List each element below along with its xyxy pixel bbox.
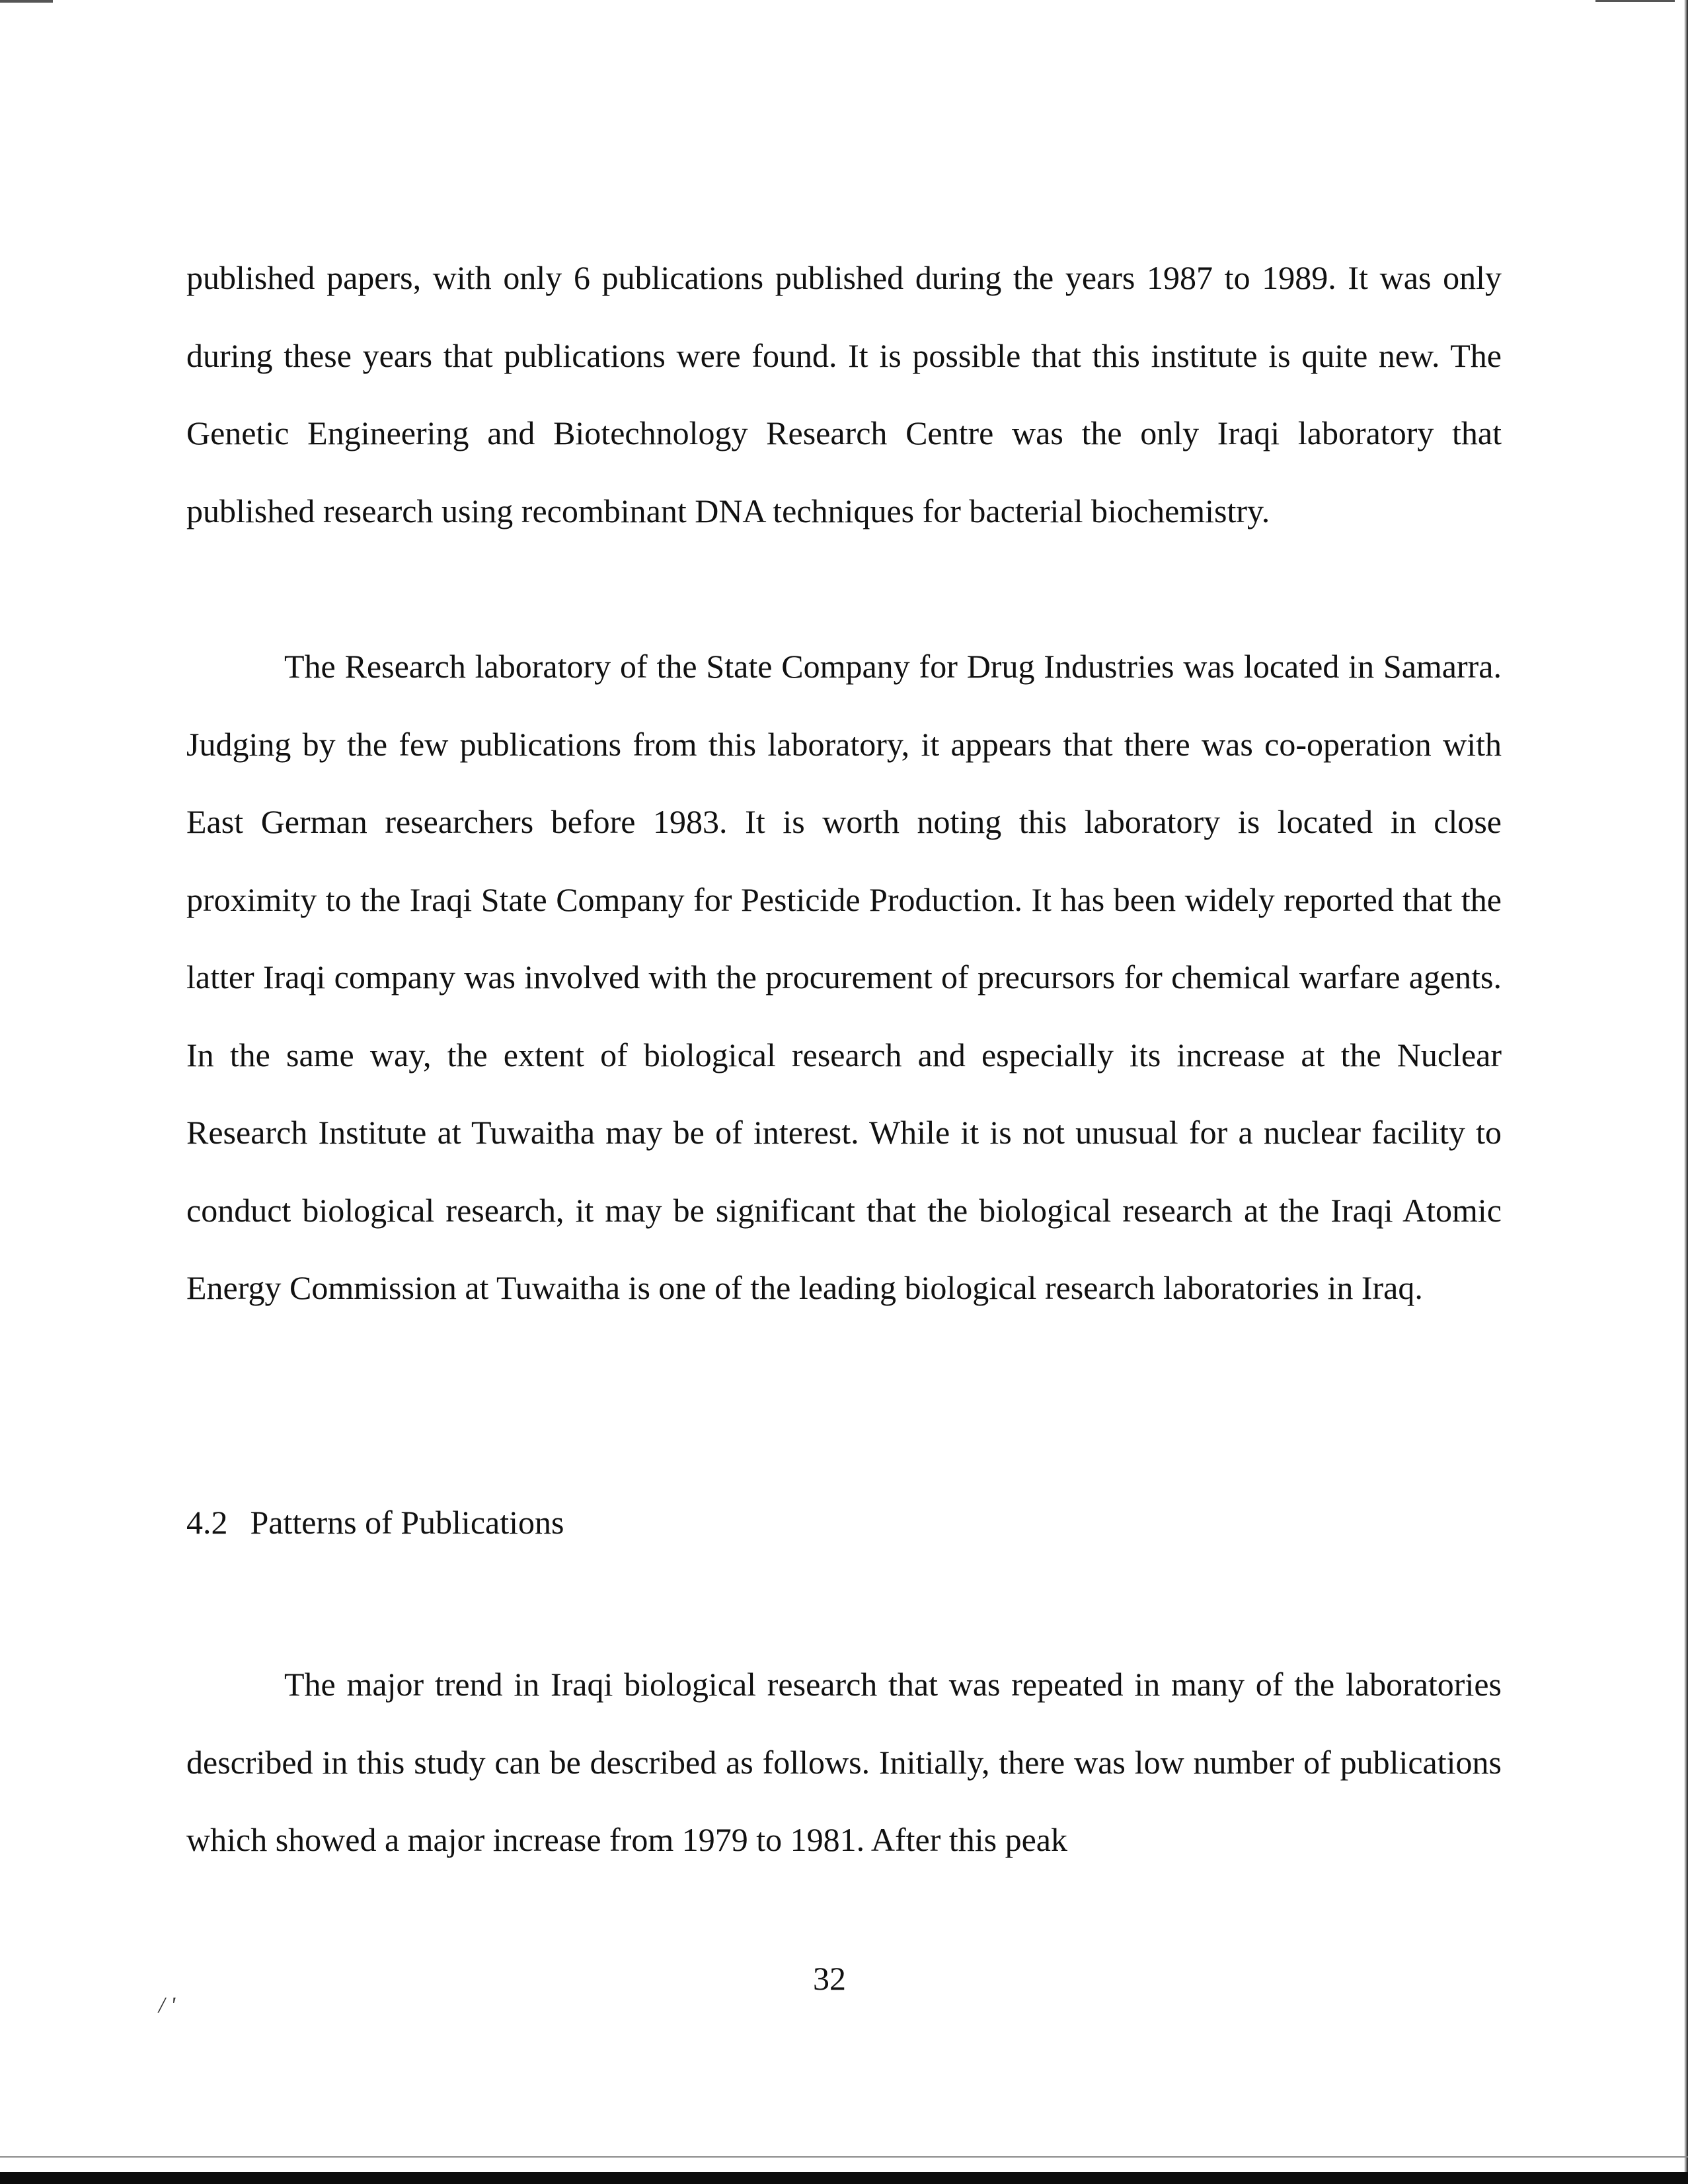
scan-artifact <box>0 0 53 3</box>
scan-edge <box>1684 0 1688 2184</box>
body-paragraph: The Research laboratory of the State Company for Drug Industries was located in Samarra. Judging by the few publications from this laboratory, it appears that there was co-operation with East German researchers before 1983. It is worth noting this laboratory is located in close proximity to the Iraqi State Company for Pesticide Production. It has been widely reported that the latter Iraqi company was involved with the procurement of precursors for chemical warfare agents. In the same way, the extent of biological research and especially its increase at the Nuclear Research Institute at Tuwaitha may be of interest. While it is not unusual for a nuclear facility to conduct biological research, it may be significant that the biological research at the Iraqi Atomic Energy Commission at Tuwaitha is one of the leading biological research laboratories in Iraq. <box>186 648 1502 1306</box>
body-paragraph: The major trend in Iraqi biological research that was repeated in many of the laboratories described in this study can be described as follows. Initially, there was low number of publications which showed a major increase from 1979 to 1981. After this peak <box>186 1666 1502 1858</box>
body-paragraph: published papers, with only 6 publications published during the years 1987 to 1989. It was only during these years that publications were found. It is possible that this institute is quite new. The Genetic Engineering and Biotechnology Research Centre was the only Iraqi laboratory that published research using recombinant DNA techniques for bacterial biochemistry. <box>186 259 1502 529</box>
scan-mark: / ' <box>159 1993 176 2017</box>
scan-edge <box>0 2172 1688 2184</box>
section-number: 4.2 <box>186 1504 228 1541</box>
section-heading <box>186 1484 564 1561</box>
page-number: 32 <box>813 1960 846 1997</box>
scan-artifact <box>1595 0 1675 2</box>
scan-line <box>0 2156 1688 2158</box>
section-title: Patterns of Publications <box>250 1504 564 1541</box>
